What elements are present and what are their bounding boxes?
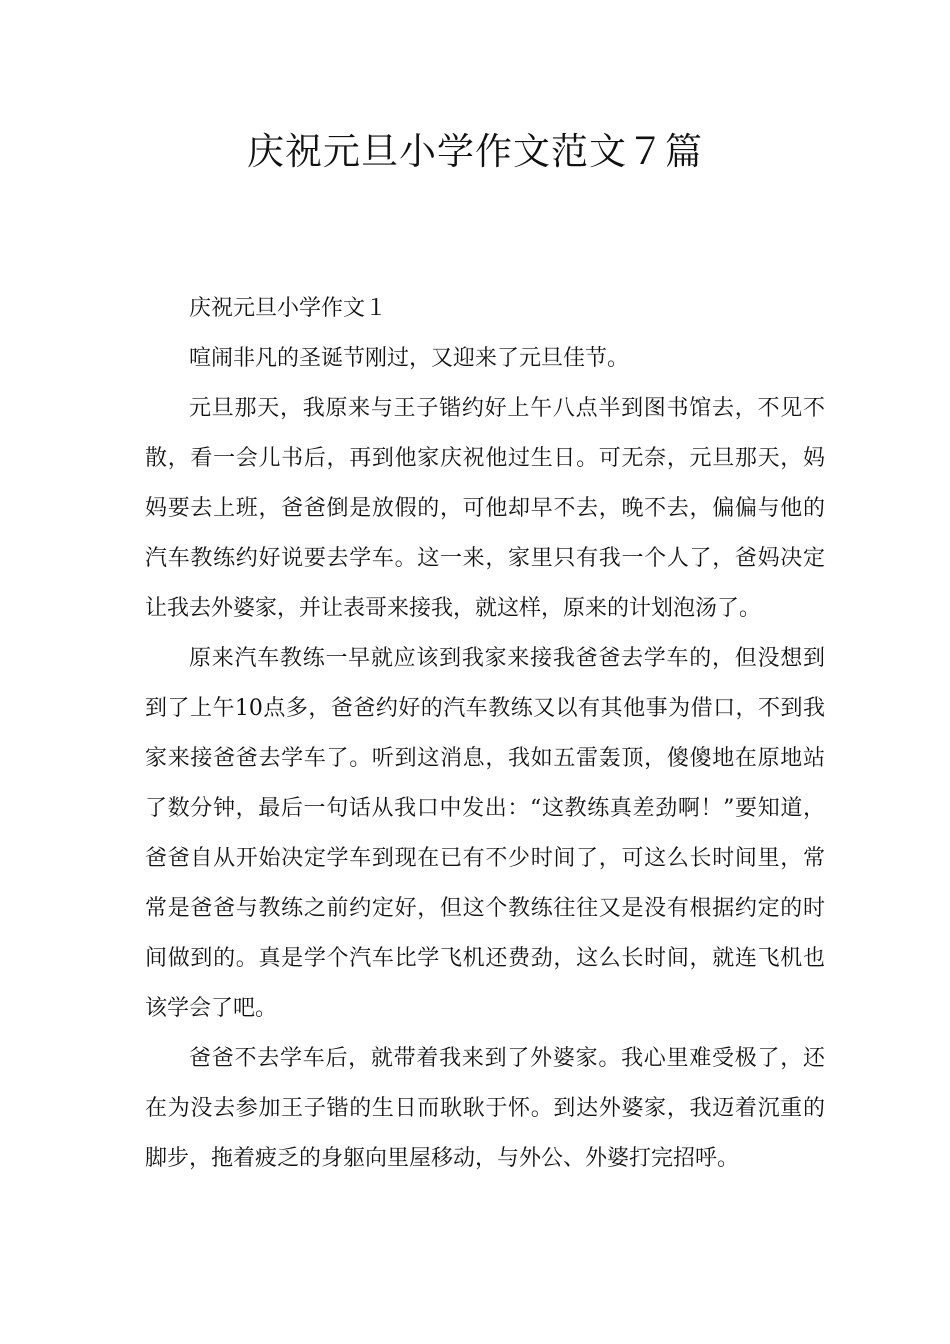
document-title: 庆祝元旦小学作文范文７篇 xyxy=(247,130,703,173)
section-heading: 庆祝元旦小学作文１ xyxy=(189,296,388,321)
paragraph-2: 元旦那天，我原来与王子锴约好上午八点半到图书馆去，不见不散，看一会儿书后，再到他家庆祝他过生日。可无奈，元旦那天，妈妈要去上班，爸爸倒是放假的，可他却早不去，晚不去，偏偏与他的汽车教练约好说要去学车。这一来，家里只有我一个人了，爸妈决定让我去外婆家，并让表哥来接我，就这样，原来的计划泡汤了。 xyxy=(145,396,825,621)
paragraph-4: 爸爸不去学车后，就带着我来到了外婆家。我心里难受极了，还在为没去参加王子锴的生日而耿耿于怀。到达外婆家，我迈着沉重的脚步，拖着疲乏的身躯向里屋移动，与外公、外婆打完招呼。 xyxy=(145,1046,825,1171)
document-body xyxy=(145,284,825,1184)
paragraph-3: 原来汽车教练一早就应该到我家来接我爸爸去学车的，但没想到到了上午10点多，爸爸约好的汽车教练又以有其他事为借口，不到我家来接爸爸去学车了。听到这消息，我如五雷轰顶，傻傻地在原地站了数分钟，最后一句话从我口中发出：“这教练真差劲啊！”要知道，爸爸自从开始决定学车到现在已有不少时间了，可这么长时间里，常常是爸爸与教练之前约定好，但这个教练往往又是没有根据约定的时间做到的。真是学个汽车比学飞机还费劲，这么长时间，就连飞机也该学会了吧。 xyxy=(145,646,825,1021)
paragraph-1: 喧闹非凡的圣诞节刚过，又迎来了元旦佳节。 xyxy=(189,346,630,371)
